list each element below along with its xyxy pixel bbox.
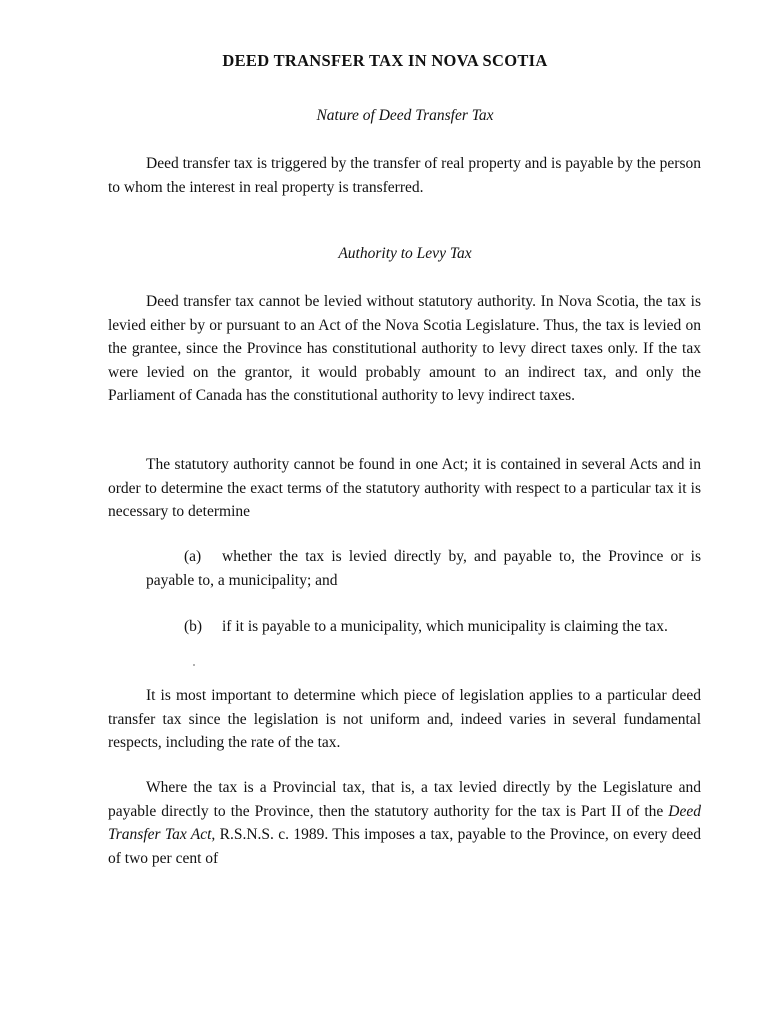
- paragraph-text: Deed transfer tax is triggered by the transfer of real property and is payable by the person to whom the interest in real property is transferred.: [108, 155, 701, 196]
- scan-speck: [193, 664, 195, 666]
- paragraph-text: Deed transfer tax cannot be levied without statutory authority. In Nova Scotia, the tax is levied either by or pursuant to an Act of the Nova Scotia Legislature. Thus, the tax is levied on the grantee, since the Province has constitutional authority to levy direct taxes only. If the tax were levied on the grantor, it would probably amount to an indirect tax, and only the Parliament of Canada has the constitutional authority to levy indirect taxes.: [108, 293, 701, 404]
- list-text: whether the tax is levied directly by, and payable to, the Province or is payable to, a municipality; and: [146, 548, 701, 589]
- paragraph-text: It is most important to determine which piece of legislation applies to a particular deed transfer tax since the legislation is not uniform and, indeed varies in several fundamental respects, including the rate of the tax.: [108, 687, 701, 751]
- paragraph-statutory: [108, 453, 701, 524]
- paragraph-text: The statutory authority cannot be found in one Act; it is contained in several Acts and in order to determine the exact terms of the statutory authority with respect to a particular tax it is necessary to determine: [108, 456, 701, 520]
- act-name: Deed Transfer Tax Act,: [108, 802, 701, 843]
- list-marker: (a): [184, 548, 202, 565]
- list-item-b: [146, 615, 701, 639]
- paragraph-text-after: R.S.N.S. c. 1989. This imposes a tax, payable to the Province, on every deed of two per cent of: [108, 826, 701, 867]
- section-heading-nature: Nature of Deed Transfer Tax: [316, 107, 494, 124]
- list-marker: (b): [184, 618, 203, 635]
- paragraph-nature: [108, 152, 701, 199]
- paragraph-text-before: Where the tax is a Provincial tax, that is, a tax levied directly by the Legislature and payable directly to the Province, then the statutory authority for the tax is Part II of the: [108, 779, 701, 820]
- list-text: if it is payable to a municipality, which municipality is claiming the tax.: [222, 618, 668, 635]
- paragraph-authority: [108, 290, 701, 408]
- section-heading-authority: Authority to Levy Tax: [338, 245, 472, 262]
- paragraph-provincial: [108, 776, 701, 870]
- document-title: DEED TRANSFER TAX IN NOVA SCOTIA: [222, 51, 548, 70]
- paragraph-legislation: [108, 684, 701, 755]
- list-item-a: [146, 545, 701, 592]
